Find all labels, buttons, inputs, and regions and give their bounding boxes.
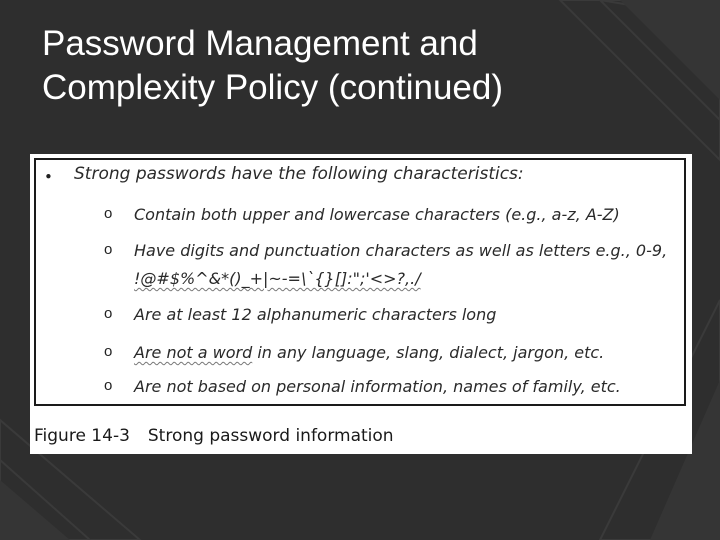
slide-title-line2: Complexity Policy (continued) (42, 68, 504, 107)
sub-bullet-icon: o (104, 305, 113, 322)
slide-title (42, 22, 682, 110)
list-item-text-line1: Have digits and punctuation characters as well as letters e.g., 0-9, (134, 241, 668, 260)
main-bullet-icon: • (44, 168, 53, 186)
list-item-text (134, 338, 604, 367)
list-item-text: Are at least 12 alphanumeric characters long (134, 305, 497, 324)
slide-title-line1: Password Management and (42, 24, 478, 63)
sub-bullet-list (36, 160, 684, 404)
figure-content-box (34, 158, 686, 406)
main-bullet-text: Strong passwords have the following characteristics: (74, 164, 524, 184)
figure-14-3 (30, 154, 692, 454)
figure-caption-label: Figure 14-3 (34, 426, 130, 446)
figure-caption-text: Strong password information (147, 426, 394, 446)
figure-caption (34, 426, 394, 446)
list-item-text-line2: !@#$%^&*()_+|~-=\`{}[]:";'<>?,./ (134, 269, 421, 288)
list-item-text-rest: in any language, slang, dialect, jargon, etc. (252, 343, 605, 362)
sub-bullet-icon: o (104, 377, 113, 394)
list-item-text: Are not based on personal information, names of family, etc. (134, 377, 621, 396)
sub-bullet-icon: o (104, 343, 113, 360)
sub-bullet-icon: o (104, 241, 113, 258)
sub-bullet-icon: o (104, 205, 113, 222)
list-item-text-underlined: Are not a word (134, 343, 253, 362)
list-item-text: Contain both upper and lowercase characters (e.g., a-z, A-Z) (134, 205, 620, 224)
